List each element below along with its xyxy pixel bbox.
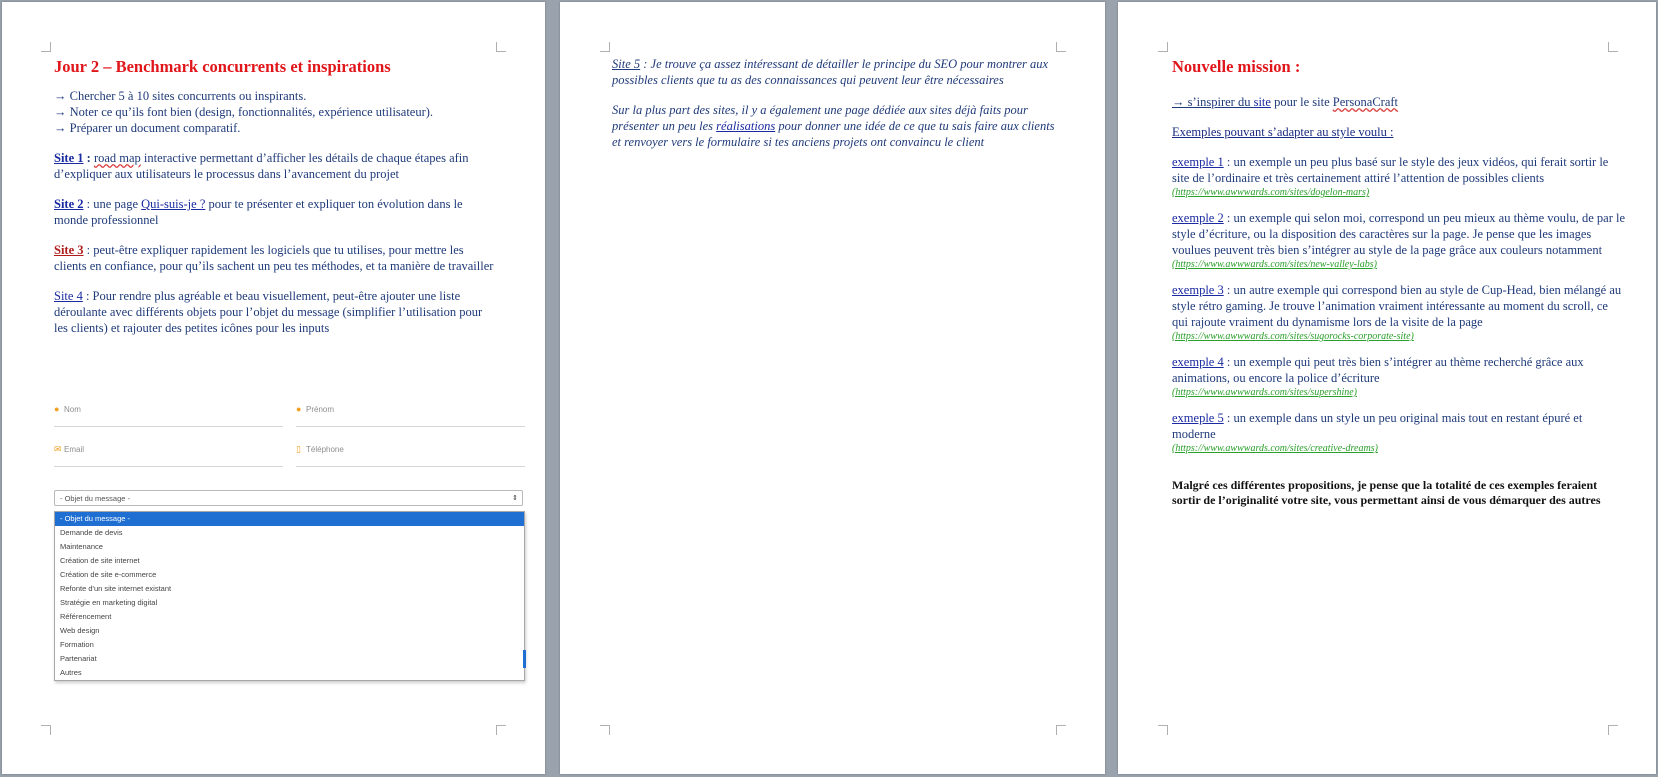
site-3-text: : peut-être expliquer rapidement les logiciels que tu utilises, pour mettre les clients en confiance, pour qu’ils sachent un peu tes méthodes, et ta manière de travailler xyxy=(54,243,494,273)
crop-mark xyxy=(600,725,610,735)
site-1-paragraph xyxy=(54,150,495,182)
example-url[interactable]: (https://www.awwwards.com/sites/supershine) xyxy=(1172,387,1358,398)
page-heading: Nouvelle mission : xyxy=(1172,57,1301,76)
separator: : xyxy=(83,151,94,165)
site-5-text: : Je trouve ça assez intéressant de détailler le principe du SEO pour montrer aux possibles clients que tu as des connaissances qui peuvent leur être nécessaires xyxy=(612,57,1049,87)
example-text: : un exemple qui selon moi, correspond un peu mieux au thème voulu, de par le style d’écriture, ou la disposition des caractères sur la page. Je pense que les images voulues peuvent très bien s’intégrer au style de la page grâce aux couleurs notamment xyxy=(1172,211,1626,257)
page-1-content[interactable] xyxy=(54,56,495,336)
page-2-content[interactable] xyxy=(612,56,1055,150)
example-url[interactable]: (https://www.awwwards.com/sites/creative-dreams) xyxy=(1172,443,1378,454)
select-value: - Objet du message - xyxy=(60,494,131,503)
site-1-text: interactive permettant d’afficher les détails de chaque étapes afin d’expliquer aux utilisateurs le processus dans l’avancement du projet xyxy=(54,151,469,181)
crop-mark xyxy=(496,42,506,52)
bullet-line: → Préparer un document comparatif. xyxy=(54,121,241,135)
objet-dropdown-list xyxy=(54,511,525,681)
dropdown-option: Refonte d'un site internet existant xyxy=(60,584,172,593)
dropdown-option: Web design xyxy=(60,626,100,635)
dropdown-option: Stratégie en marketing digital xyxy=(60,598,158,607)
bullet-line: → Noter ce qu’ils font bien (design, fonctionnalités, expérience utilisateur). xyxy=(54,105,434,119)
realisations-paragraph xyxy=(612,102,1055,150)
crop-mark xyxy=(41,42,51,52)
example-text: : un exemple un peu plus basé sur le style des jeux vidéos, qui ferait sortir le site de l’ordinaire et très certainement attiré l’attention de possibles clients xyxy=(1172,155,1609,185)
para-text: pour donner une idée de ce que tu sais faire aux clients et renvoyer vers le formulaire si tes anciens projets ont convaincu le client xyxy=(612,119,1055,149)
site-3-label: Site 3 xyxy=(54,243,84,257)
site-4-text: : Pour rendre plus agréable et beau visuellement, peut-être ajouter une liste déroulante avec différents objets pour l’objet du message (simplifier l’utilisation pour les clients) et rajouter des petites icônes pour les inputs xyxy=(54,289,483,335)
site-3-paragraph xyxy=(54,242,495,274)
telephone-placeholder: Téléphone xyxy=(306,445,344,454)
example-label[interactable]: exmeple 5 xyxy=(1172,411,1224,425)
example-paragraph xyxy=(1172,282,1626,330)
submit-button-edge xyxy=(523,650,526,668)
realisations-link[interactable]: réalisations xyxy=(716,119,776,133)
objet-select xyxy=(54,490,523,506)
site-2-paragraph xyxy=(54,196,495,228)
separator: : une page xyxy=(83,197,142,211)
dropdown-option: Référencement xyxy=(60,612,112,621)
user-icon: ● xyxy=(296,404,302,414)
dropdown-option: Création de site internet xyxy=(60,556,140,565)
personacraft-name: PersonaCraft xyxy=(1332,95,1399,109)
site-4-paragraph xyxy=(54,288,495,336)
site-5-paragraph xyxy=(612,56,1055,88)
envelope-icon: ✉ xyxy=(54,444,62,454)
crop-mark xyxy=(1056,725,1066,735)
example-label[interactable]: exemple 1 xyxy=(1172,155,1224,169)
roadmap-term: road map xyxy=(93,151,141,165)
document-page-2 xyxy=(560,2,1105,774)
example-url[interactable]: (https://www.awwwards.com/sites/dogelon-mars) xyxy=(1172,187,1370,198)
dropdown-option: Formation xyxy=(60,640,94,649)
dropdown-option: Autres xyxy=(60,668,82,677)
site-2-label: Site 2 xyxy=(54,197,84,211)
para-text: Sur la plus part des sites, il y a également une page dédiée aux sites déjà faits pour présenter un peu les xyxy=(612,103,1028,133)
document-page-1 xyxy=(2,2,545,774)
nom-field xyxy=(54,404,283,427)
prenom-field xyxy=(296,404,525,427)
conclusion-paragraph: Malgré ces différentes propositions, je pense que la totalité de ces exemples feraient sortir de l’originalité votre site, vous permettant ainsi de vous démarquer des autres xyxy=(1172,478,1601,507)
example-text: : un exemple dans un style un peu original mais tout en restant épuré et moderne xyxy=(1172,411,1583,441)
dropdown-option: - Objet du message - xyxy=(55,512,524,526)
crop-mark xyxy=(600,42,610,52)
intro-line xyxy=(1172,94,1626,110)
intro-text: pour le site xyxy=(1270,95,1333,109)
select-arrow-icon: ⇕ xyxy=(512,495,518,502)
site-5-label: Site 5 xyxy=(612,57,641,71)
telephone-field xyxy=(296,444,525,467)
example-url[interactable]: (https://www.awwwards.com/sites/new-valley-labs) xyxy=(1172,259,1377,270)
site-4-label: Site 4 xyxy=(54,289,83,303)
crop-mark xyxy=(1608,42,1618,52)
example-paragraph xyxy=(1172,154,1626,186)
document-page-3 xyxy=(1118,2,1656,774)
site-link[interactable]: site xyxy=(1253,95,1271,109)
arrow-text: → s’inspirer du xyxy=(1172,95,1254,109)
example-label[interactable]: exemple 2 xyxy=(1172,211,1224,225)
example-paragraph xyxy=(1172,210,1626,258)
crop-mark xyxy=(1608,725,1618,735)
example-text: : un exemple qui peut très bien s’intégrer au thème recherché grâce aux animations, ou encore la police d’écriture xyxy=(1172,355,1584,385)
crop-mark xyxy=(1056,42,1066,52)
page-heading: Jour 2 – Benchmark concurrents et inspirations xyxy=(54,57,391,76)
example-text: : un autre exemple qui correspond bien au style de Cup-Head, bien mélangé au style rétro gaming. Je trouve l’animation vraiment intéressante au moment du scroll, ce qui rajoute vraiment du dynamisme lors de la visite de la page xyxy=(1172,283,1622,329)
example-paragraph xyxy=(1172,410,1626,442)
email-placeholder: Email xyxy=(64,445,85,454)
qui-suis-je-link[interactable]: Qui-suis-je ? xyxy=(141,197,206,211)
crop-mark xyxy=(496,725,506,735)
example-paragraph xyxy=(1172,354,1626,386)
site-1-label: Site 1 xyxy=(54,151,84,165)
crop-mark xyxy=(41,725,51,735)
dropdown-option: Création de site e-commerce xyxy=(60,570,157,579)
bullet-line: → Chercher 5 à 10 sites concurrents ou inspirants. xyxy=(54,89,307,103)
nom-placeholder: Nom xyxy=(64,405,81,414)
dropdown-option: Demande de devis xyxy=(60,528,123,537)
phone-icon: ▯ xyxy=(296,444,301,454)
dropdown-option: Partenariat xyxy=(60,654,97,663)
example-label[interactable]: exemple 4 xyxy=(1172,355,1224,369)
user-icon: ● xyxy=(54,404,60,414)
dropdown-option: Maintenance xyxy=(60,542,103,551)
page-3-content[interactable] xyxy=(1172,56,1626,520)
site-2-text: pour te présenter et expliquer ton évolution dans le monde professionnel xyxy=(54,197,463,227)
crop-mark xyxy=(1158,42,1168,52)
examples-title xyxy=(1172,124,1626,140)
example-label[interactable]: exemple 3 xyxy=(1172,283,1224,297)
example-url[interactable]: (https://www.awwwards.com/sites/sugorocks-corporate-site) xyxy=(1172,331,1414,342)
crop-mark xyxy=(1158,725,1168,735)
prenom-placeholder: Prénom xyxy=(306,405,335,414)
examples-title-text: Exemples pouvant s’adapter au style voulu : xyxy=(1172,125,1394,139)
email-field xyxy=(54,444,283,467)
examples-list xyxy=(1172,154,1626,466)
